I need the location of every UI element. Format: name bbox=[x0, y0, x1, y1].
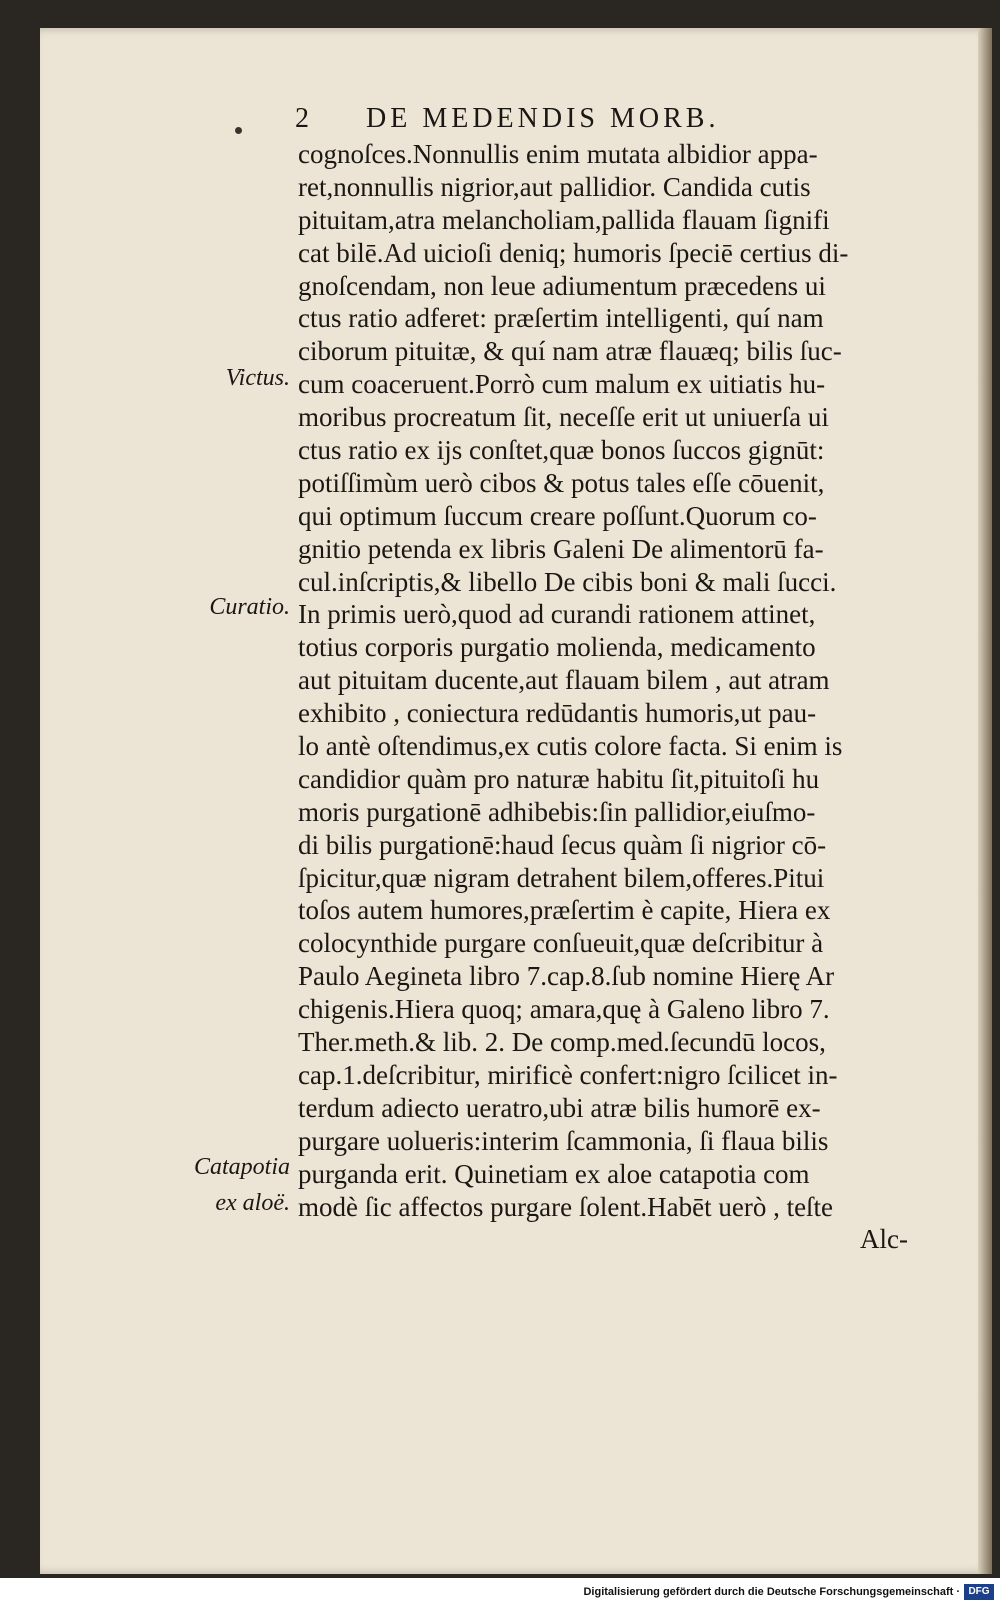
text-line: potiſſimùm uerò cibos & potus tales eſſe cōuenit, bbox=[298, 467, 825, 498]
text-line: cognoſces.Nonnullis enim mutata albidior appa- bbox=[298, 139, 818, 169]
text-line: colocynthide purgare conſueuit,quæ deſcribitur à bbox=[298, 928, 824, 959]
footer-bar bbox=[0, 1578, 1000, 1608]
text-line: di bilis purgationē:haud ſecus quàm ſi nigrior cō- bbox=[298, 829, 827, 860]
margin-note-catapotia: Catapotia bbox=[193, 1154, 290, 1180]
text-line: pituitam,atra melancholiam,pallida flauam ſignifi bbox=[298, 204, 830, 235]
text-line: totius corporis purgatio molienda, medicamento bbox=[298, 632, 816, 663]
text-line: chigenis.Hiera quoq; amara,quę à Galeno libro 7. bbox=[298, 994, 830, 1025]
text-line: ciborum pituitæ, & quí nam atræ flauæq; bilis ſuc- bbox=[298, 336, 842, 367]
text-line: qui optimum ſuccum creare poſſunt.Quorum co- bbox=[298, 500, 817, 531]
funding-credit: Digitalisierung gefördert durch die Deutsche Forschungsgemeinschaft · bbox=[583, 1586, 960, 1598]
dfg-logo: DFG bbox=[964, 1584, 994, 1600]
page-edge bbox=[978, 28, 992, 1574]
text-line: exhibito , coniectura redūdantis humoris,ut pau- bbox=[298, 698, 817, 729]
text-line: purgare uolueris:interim ſcammonia, ſi flaua bilis bbox=[298, 1125, 829, 1156]
text-line: Paulo Aegineta libro 7.cap.8.ſub nomine Hierę Ar bbox=[298, 961, 835, 992]
text-line: cat bilē.Ad uicioſi deniq; humoris ſpeciē certius di- bbox=[298, 237, 849, 268]
text-line: cum coaceruent.Porrò cum malum ex uitiatis hu- bbox=[298, 369, 826, 400]
page-header bbox=[295, 103, 915, 135]
text-line: gnoſcendam, non leue adiumentum præcedens ui bbox=[298, 270, 826, 301]
text-line: Ther.meth.& lib. 2. De comp.med.ſecundū locos, bbox=[298, 1027, 826, 1058]
margin-note-ex-aloe: ex aloë. bbox=[215, 1190, 290, 1216]
text-line: ſpicitur,quæ nigram detrahent bilem,offeres.Pitui bbox=[298, 862, 825, 893]
page-number: 2 bbox=[295, 103, 313, 134]
text-line: purganda erit. Quinetiam ex aloe catapotia com bbox=[298, 1158, 810, 1189]
margin-note-curatio: Curatio. bbox=[209, 594, 290, 620]
text-line: moris purgationē adhibebis:ſin pallidior,eiuſmo- bbox=[298, 796, 816, 827]
text-line: cap.1.deſcribitur, mirificè confert:nigro ſcilicet in- bbox=[298, 1059, 838, 1090]
ink-speck bbox=[235, 127, 242, 134]
text-line: candidior quàm pro naturæ habitu ſit,pituitoſi hu bbox=[298, 763, 820, 794]
text-line: ctus ratio adferet: præſertim intelligenti, quí nam bbox=[298, 303, 824, 334]
text-line: aut pituitam ducente,aut flauam bilem , aut atram bbox=[298, 665, 830, 696]
margin-note-victus: Victus. bbox=[225, 365, 290, 391]
text-line: ret,nonnullis nigrior,aut pallidior. Candida cutis bbox=[298, 171, 811, 202]
text-line: In primis uerò,quod ad curandi rationem attinet, bbox=[298, 599, 816, 630]
catchword: Alc- bbox=[860, 1224, 908, 1255]
text-line: gnitio petenda ex libris Galeni De alimentorū fa- bbox=[298, 533, 824, 564]
text-line: moribus procreatum ſit, neceſſe erit ut uniuerſa ui bbox=[298, 402, 829, 433]
text-line: toſos autem humores,præſertim è capite, Hiera ex bbox=[298, 895, 831, 926]
text-line: cul.inſcriptis,& libello De cibis boni & mali ſucci. bbox=[298, 566, 837, 597]
text-line: terdum adiecto ueratro,ubi atræ bilis humorē ex- bbox=[298, 1092, 821, 1123]
running-title: DE MEDENDIS MORB. bbox=[366, 103, 720, 134]
text-line: lo antè oſtendimus,ex cutis colore facta. Si enim is bbox=[298, 731, 843, 762]
text-line: modè ſic affectos purgare ſolent.Habēt uerò , teſte bbox=[298, 1191, 834, 1222]
body-text bbox=[298, 138, 908, 1256]
text-line: ctus ratio ex ijs conſtet,quæ bonos ſuccos gignūt: bbox=[298, 435, 825, 466]
